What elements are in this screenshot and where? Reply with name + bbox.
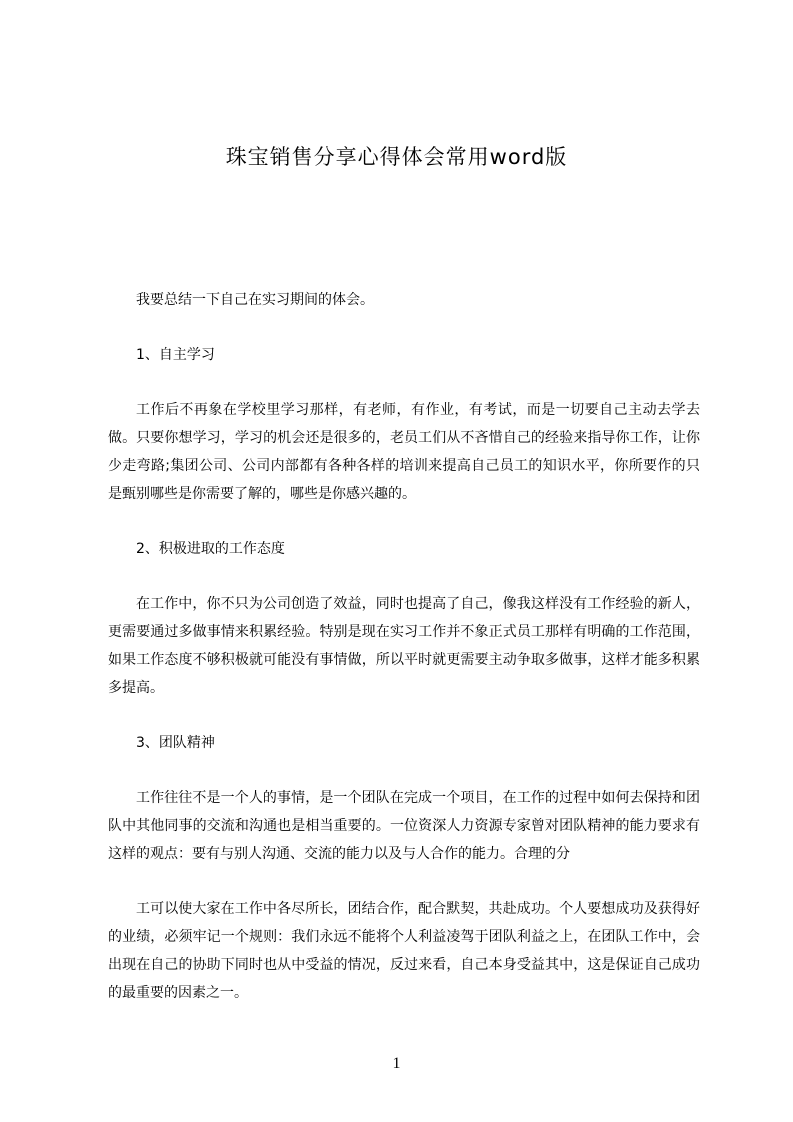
document-title: 珠宝销售分享心得体会常用word版 <box>225 145 568 169</box>
section-paragraph: 工可以使大家在工作中各尽所长，团结合作，配合默契，共赴成功。个人要想成功及获得好的业绩，必须牢记一个规则：我们永远不能将个人利益凌驾于团队利益之上，在团队工作中，会出现在自己的协助下同时也从中受益的情况，反过来看，自己本身受益其中，这是保证自己成功的最重要的因素之一。 <box>108 901 700 1001</box>
section-paragraph: 在工作中，你不只为公司创造了效益，同时也提高了自己，像我这样没有工作经验的新人，更需要通过多做事情来积累经验。特别是现在实习工作并不象正式员工那样有明确的工作范围，如果工作态度不够积极就可能没有事情做，所以平时就更需要主动争取多做事，这样才能多积累多提高。 <box>108 596 700 696</box>
intro-paragraph: 我要总结一下自己在实习期间的体会。 <box>136 292 374 308</box>
page-number: 1 <box>392 1055 401 1072</box>
section-paragraph: 工作后不再象在学校里学习那样，有老师，有作业，有考试，而是一切要自己主动去学去做。只要你想学习，学习的机会还是很多的，老员工们从不吝惜自己的经验来指导你工作，让你少走弯路;集团公司、公司内部都有各种各样的培训来提高自己员工的知识水平，你所要作的只是甄别哪些是你需要了解的，哪些是你感兴趣的。 <box>108 402 700 502</box>
section-paragraph: 工作往往不是一个人的事情，是一个团队在完成一个项目，在工作的过程中如何去保持和团队中其他同事的交流和沟通也是相当重要的。一位资深人力资源专家曾对团队精神的能力要求有这样的观点：要有与别人沟通、交流的能力以及与人合作的能力。合理的分 <box>108 790 700 862</box>
section-heading-work-attitude: 2、积极进取的工作态度 <box>136 541 285 557</box>
section-heading-self-study: 1、自主学习 <box>136 347 215 363</box>
document-body <box>108 286 700 1034</box>
section-heading-team-spirit: 3、团队精神 <box>136 735 215 751</box>
